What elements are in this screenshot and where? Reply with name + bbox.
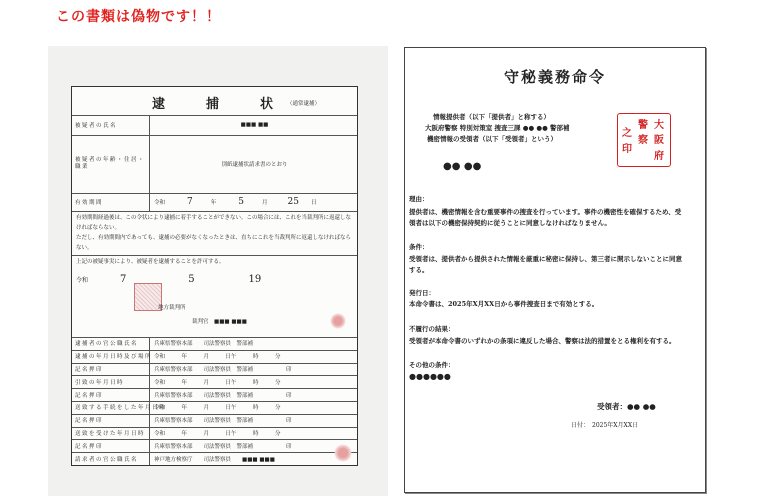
execution-record-value: 令和 年 月 日午 時 分 [154,354,281,361]
reason-heading: 理由： [409,195,429,203]
issue-date: 令和 7 5 19 [76,274,262,285]
order-title: 守秘義務命令 [503,68,606,86]
issuer-line-3: 機密情報の受領者（以下「受領者」という） [427,135,557,143]
execution-record-value: 令和 年 月 日午 時 分 [154,379,281,386]
issuer-line-1: 情報提供者（以下「提供者」と称する） [433,113,550,121]
suspect-name-row [72,115,357,136]
arrest-warrant [71,86,358,466]
execution-record-label: 記名押印 [72,363,150,376]
suspect-details-label: 被疑者の年齢・住居・職業 [72,135,150,193]
execution-record-row [72,337,357,351]
recipient-name: ●● ●● [443,161,482,172]
suspect-name-value: ■■■ ■■ [240,122,269,128]
fake-document-warning: この書類は偽物です！！ [56,9,221,25]
authorization-text: 上記の被疑事実により、被疑者を逮捕することを許可する。 [76,259,225,265]
osaka-police-seal: 大 阪 府 警 察 之 印 [617,113,671,167]
judge-seal [330,313,346,329]
execution-record-value: 兵庫県警察本部 司法警察員 警部補 印 [154,418,292,425]
execution-record-row [72,350,357,364]
validity-notice-1: 有効期間経過後は、この令状により逮捕に着手することができない。この場合には、これを当裁判所に返還しなければならない。 [76,215,352,231]
execution-record-row [72,401,357,415]
suspect-name-label: 被疑者の氏名 [72,115,150,135]
execution-record-value: 兵庫県警察本部 司法警察員 警部補 [154,341,254,348]
execution-record-value: 兵庫県警察本部 司法警察員 警部補 印 [154,366,292,373]
execution-record-label: 逮捕の年月日時及び場所 [72,350,150,363]
execution-record-label: 請求者の官公職氏名 [72,452,150,465]
authorization-row [72,255,357,338]
warrant-title-row [72,87,357,116]
other-conditions-value: ●●●●●● [409,371,451,381]
conditions-heading: 条件： [409,243,429,251]
execution-record-row [72,427,357,441]
execution-record-row [72,414,357,428]
execution-record-label: 記名押印 [72,414,150,427]
suspect-details-row [72,135,357,194]
issuer-line-2: 大阪府警察 特別対策室 捜査三課 ●● ●● 警部補 [425,124,570,132]
reason-line-1: 提供者は、機密情報を含む重要事件の捜査を行っています。事件の機密性を確保するため、受 [409,208,682,216]
validity-value: 令和 7 年 5 月 25 日 [154,197,317,207]
violation-line: 受領者が本命令書のいずれかの条項に違反した場合、警察は法的措置をとる権利を有する。 [409,337,676,345]
execution-record-label: 逮捕者の官公職氏名 [72,337,150,350]
execution-record-value: 神戸地方検察庁 司法警察員 ■■■ ■■■ [154,456,275,463]
judge-name: 裁判官 ■■■ ■■■ [192,319,247,325]
execution-record-row [72,439,357,453]
execution-record-value: 令和 年 月 日午 時 分 [154,405,281,412]
validity-label: 有効期間 [72,193,150,211]
signature-date: 日付： 2025年X月XX日 [571,422,639,429]
conditions-line-1: 受領者は、提供者から提供された情報を厳重に秘密に保持し、第三者に開示しないことに同意 [409,255,682,263]
execution-record-label: 記名押印 [72,388,150,401]
warrant-title: 逮 捕 状 [152,97,288,112]
execution-record-value: 兵庫県警察本部 司法警察員 警部補 印 [154,443,292,450]
reason-line-2: 領者は以下の機密保持契約に従うことに同意しなければなりません。 [409,219,611,227]
execution-record-label: 送致する手続をした年月日時 [72,401,150,414]
execution-record-row [72,363,357,377]
effective-line: 本命令書は、2025年X月XX日から事件捜査日まで有効とする。 [409,300,599,308]
confidentiality-order [404,47,706,493]
execution-record-label: 送致を受けた年月日時 [72,427,150,440]
effective-heading: 発行日： [409,289,435,297]
execution-record-row [72,388,357,402]
validity-row [72,193,357,212]
conditions-line-2: する。 [409,266,429,274]
execution-record-row [72,452,357,465]
execution-record-label: 引致の年月日時 [72,375,150,388]
suspect-details-value: 別紙逮捕状請求書のとおり [221,162,288,168]
court-name: 地方裁判所 [158,305,186,311]
violation-heading: 不履行の結果： [409,325,455,333]
execution-record-value: 兵庫県警察本部 司法警察員 警部補 印 [154,392,292,399]
recipient-signature: 受領者：●● ●● [597,402,656,411]
warrant-subtitle: （通常逮捕） [287,101,321,107]
validity-notice-2: ただし、有効期間内であっても、逮捕の必要がなくなったときは、直ちにこれを当裁判所に返還しなければならない。 [76,235,351,251]
validity-notice-row [72,211,357,256]
execution-record-value: 令和 年 月 日午 時 分 [154,430,281,437]
other-conditions-heading: その他の条件： [409,361,455,369]
requester-seal [334,444,352,462]
execution-record-label: 記名押印 [72,439,150,452]
execution-record-row [72,375,357,389]
